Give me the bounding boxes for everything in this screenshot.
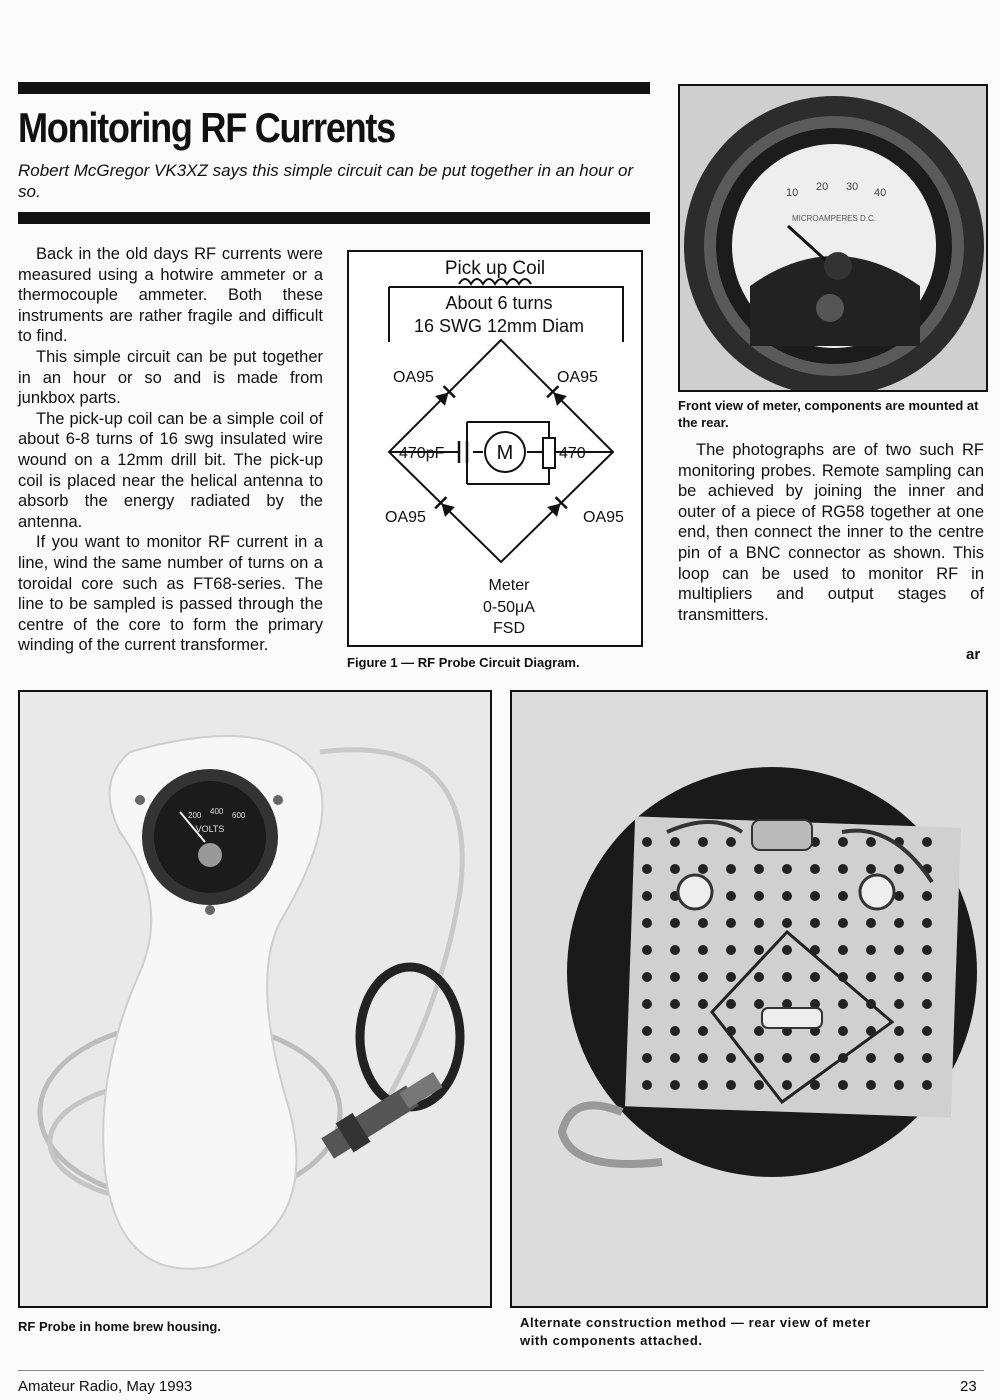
perfboard-hole: [782, 918, 792, 928]
probe-scale-mark: 200: [188, 811, 202, 820]
perfboard-hole: [670, 864, 680, 874]
paragraph: This simple circuit can be put together in an hour or so and is made from junkbox parts.: [18, 347, 323, 408]
diode-label: OA95: [393, 369, 434, 386]
perfboard-hole: [838, 918, 848, 928]
perfboard-hole: [642, 891, 652, 901]
perfboard-hole: [698, 945, 708, 955]
diode-label: OA95: [583, 509, 624, 526]
perfboard-hole: [726, 945, 736, 955]
perfboard-hole: [726, 1053, 736, 1063]
meter-scale-mark: 10: [786, 187, 799, 199]
paragraph: If you want to monitor RF current in a line, wind the same number of turns on a toroidal core such as FT68-series. The line to be sampled is passed through the centre of the core to form the primary winding of the current transformer.: [18, 533, 323, 655]
capacitor-label: 470pF: [399, 445, 445, 462]
perfboard-hole: [810, 891, 820, 901]
perfboard-hole: [810, 864, 820, 874]
perfboard-hole: [894, 864, 904, 874]
perfboard-hole: [726, 918, 736, 928]
perfboard-hole: [866, 1080, 876, 1090]
perfboard-hole: [642, 972, 652, 982]
perfboard-hole: [810, 972, 820, 982]
perfboard-hole: [866, 945, 876, 955]
perfboard-hole: [894, 1053, 904, 1063]
perfboard-hole: [698, 1026, 708, 1036]
perfboard-hole: [782, 1080, 792, 1090]
perfboard-hole: [698, 864, 708, 874]
body-column-1: [18, 244, 323, 656]
perfboard-hole: [894, 1080, 904, 1090]
perfboard-hole: [782, 945, 792, 955]
perfboard-hole: [670, 837, 680, 847]
perfboard-hole: [670, 972, 680, 982]
perfboard-hole: [670, 1053, 680, 1063]
byline-rule: [18, 212, 650, 224]
resistor-symbol: [543, 438, 555, 468]
perfboard-hole: [726, 999, 736, 1009]
perfboard-hole: [754, 999, 764, 1009]
perfboard-hole: [894, 891, 904, 901]
footer-rule: [18, 1370, 984, 1371]
perfboard-hole: [754, 1080, 764, 1090]
perfboard-hole: [642, 918, 652, 928]
perfboard-hole: [838, 864, 848, 874]
perfboard-hole: [922, 945, 932, 955]
coil-title: Pick up Coil: [444, 258, 546, 279]
perfboard-hole: [866, 972, 876, 982]
perfboard-hole: [838, 945, 848, 955]
perfboard-hole: [810, 918, 820, 928]
perfboard-hole: [642, 1080, 652, 1090]
meter-range: 0-50μA: [483, 599, 535, 616]
paragraph: The photographs are of two such RF monitoring probes. Remote sampling can be achieved by joining the inner and outer of a piece of RG58 together at one end, then connect the inner to the centre pin of a BNC connector as shown. This loop can be used to monitor RF in multipliers and output stages of transmitters.: [678, 441, 984, 624]
perfboard-hole: [698, 837, 708, 847]
perfboard-hole: [642, 999, 652, 1009]
perfboard-hole: [670, 1026, 680, 1036]
perfboard-hole: [726, 972, 736, 982]
body-column-3: [678, 440, 984, 625]
perfboard-hole: [726, 891, 736, 901]
perfboard-hole: [698, 972, 708, 982]
photo-probe-housing: [18, 690, 492, 1308]
perfboard-hole: [698, 1053, 708, 1063]
probe-scale-mark: 600: [232, 811, 246, 820]
meter-scale-mark: 30: [846, 181, 859, 193]
paragraph: The pick-up coil can be a simple coil of about 6-8 turns of 16 swg insulated wire wound on a 12mm drill bit. The pick-up coil is placed near the helical antenna to absorb the energy radiated by the antenna.: [18, 409, 323, 531]
perfboard-hole: [922, 972, 932, 982]
perfboard-hole: [726, 1080, 736, 1090]
perfboard-hole: [922, 1053, 932, 1063]
page-number: 23: [960, 1378, 977, 1395]
perfboard-hole: [782, 891, 792, 901]
alt-caption-line-1: Alternate construction method — rear view of meter: [520, 1315, 871, 1330]
article-byline: Robert McGregor VK3XZ says this simple circuit can be put together in an hour or so.: [18, 161, 634, 201]
paragraph: Back in the old days RF currents were measured using a hotwire ammeter or a thermocouple ammeter. Both these instruments are rather fragile and difficult to find.: [18, 245, 323, 346]
perfboard-hole: [726, 837, 736, 847]
perfboard-hole: [782, 864, 792, 874]
meter-fsd: FSD: [493, 620, 525, 637]
perfboard-hole: [642, 1053, 652, 1063]
figure-caption: Figure 1 — RF Probe Circuit Diagram.: [347, 655, 580, 670]
perfboard-hole: [754, 1026, 764, 1036]
perfboard-hole: [922, 891, 932, 901]
perfboard-hole: [642, 837, 652, 847]
coil-spec: 16 SWG 12mm Diam: [413, 316, 585, 336]
perfboard-hole: [838, 891, 848, 901]
perfboard-hole: [754, 1053, 764, 1063]
perfboard-hole: [866, 837, 876, 847]
perfboard-hole: [922, 1026, 932, 1036]
perfboard-hole: [782, 972, 792, 982]
perfboard-hole: [922, 1080, 932, 1090]
resistor-label: 470: [559, 445, 586, 462]
perfboard-hole: [838, 837, 848, 847]
perfboard-hole: [866, 1053, 876, 1063]
diode-label: OA95: [557, 369, 598, 386]
perfboard-hole: [894, 918, 904, 928]
meter-front-caption: Front view of meter, components are mounted at the rear.: [678, 398, 979, 430]
perfboard-hole: [670, 1080, 680, 1090]
perfboard-hole: [866, 864, 876, 874]
footer-publication: Amateur Radio, May 1993: [18, 1378, 193, 1395]
perfboard-hole: [642, 864, 652, 874]
top-rule: [18, 82, 650, 94]
perfboard-hole: [698, 1080, 708, 1090]
perfboard-hole: [754, 972, 764, 982]
meter-scale-mark: 20: [816, 181, 829, 193]
perfboard-hole: [894, 945, 904, 955]
coil-turns: About 6 turns: [445, 293, 553, 313]
perfboard-hole: [922, 999, 932, 1009]
perfboard-hole: [754, 945, 764, 955]
perfboard-hole: [698, 999, 708, 1009]
end-mark: ar: [966, 646, 981, 663]
perfboard-hole: [670, 918, 680, 928]
meter-scale-mark: 40: [874, 187, 887, 199]
perfboard-hole: [838, 1080, 848, 1090]
meter-label: Meter: [488, 577, 530, 594]
coil-symbol: [459, 279, 531, 284]
perfboard-hole: [894, 999, 904, 1009]
perfboard-hole: [670, 945, 680, 955]
alt-caption-line-2: with components attached.: [520, 1333, 703, 1348]
perfboard-hole: [866, 918, 876, 928]
perfboard-hole: [698, 918, 708, 928]
perfboard-hole: [642, 1026, 652, 1036]
probe-scale-mark: 400: [210, 807, 224, 816]
perfboard-hole: [754, 864, 764, 874]
article-title: Monitoring RF Currents: [18, 104, 395, 151]
probe-meter-text: VOLTS: [195, 824, 225, 834]
probe-caption: RF Probe in home brew housing.: [18, 1319, 221, 1334]
perfboard-hole: [670, 999, 680, 1009]
photo-meter-front: [678, 84, 988, 392]
circuit-diagram: [347, 250, 643, 647]
perfboard-hole: [922, 918, 932, 928]
perfboard-hole: [838, 1026, 848, 1036]
perfboard-hole: [810, 1053, 820, 1063]
perfboard-hole: [894, 972, 904, 982]
perfboard-hole: [642, 945, 652, 955]
perfboard-hole: [754, 891, 764, 901]
perfboard-hole: [782, 1053, 792, 1063]
perfboard-hole: [726, 864, 736, 874]
meter-face-text: MICROAMPERES D.C.: [791, 214, 877, 223]
perfboard-hole: [894, 1026, 904, 1036]
photo-rear-construction: [510, 690, 988, 1308]
perfboard-hole: [754, 918, 764, 928]
perfboard-hole: [838, 999, 848, 1009]
diode-label: OA95: [385, 509, 426, 526]
meter-letter: M: [496, 442, 514, 464]
perfboard-hole: [922, 837, 932, 847]
